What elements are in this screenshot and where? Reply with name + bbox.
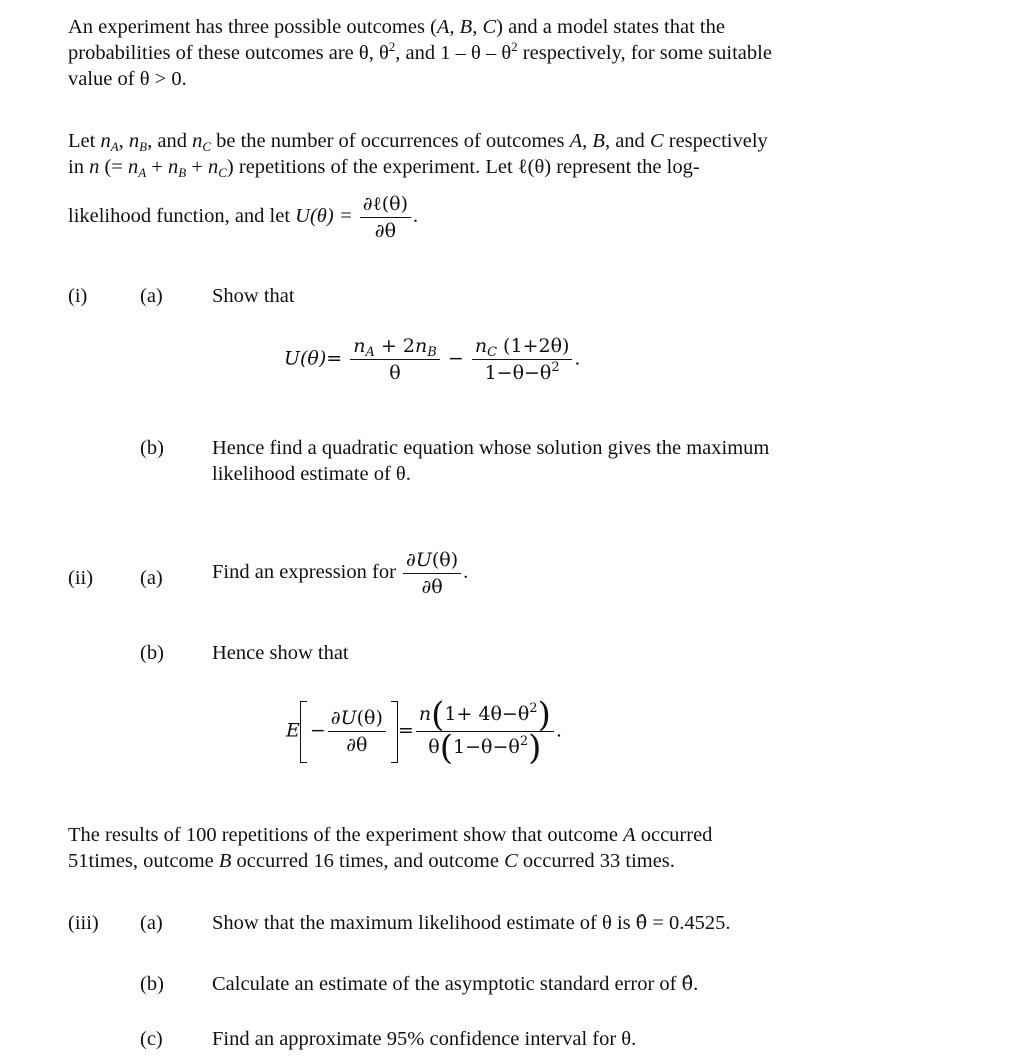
intro-paragraph	[68, 14, 968, 92]
part-ii-b-text: Hence show that	[212, 642, 349, 664]
score-function-equation: U(θ)= $\frac{n_A + 2n_B}{\theta}$ − $\frac{n_C (1+2\theta)}{1-\theta-\theta^2}$ .	[284, 335, 581, 384]
intro-line-3: value of θ > 0.	[68, 68, 187, 90]
definition-line-3: likelihood function, and let U(θ) = $\frac{\text{∂ℓ(θ)}}{\partial\theta}$ .	[68, 193, 419, 242]
results-paragraph	[68, 822, 968, 874]
part-iii-c-label: (c)	[140, 1028, 163, 1050]
definition-line-1: Let $n_A$, $n_B$, and $n_C$ be the number of occurrences of outcomes A, B, and C respectively	[68, 130, 768, 154]
part-i-a-label: (a)	[140, 285, 163, 307]
part-i-label: (i)	[68, 285, 88, 307]
definition-paragraph	[68, 128, 968, 180]
part-i-a-text: Show that	[212, 285, 295, 307]
definition-line-2: in n (= $n_A + n_B + n_C$) repetitions of the experiment. Let ℓ(θ) represent the log-	[68, 156, 700, 180]
part-i-b-label: (b)	[140, 437, 164, 459]
results-line-1: The results of 100 repetitions of the experiment show that outcome A occurred	[68, 824, 713, 846]
part-iii-b-label: (b)	[140, 973, 164, 995]
part-i-b-text: Hence find a quadratic equation whose solution gives the maximum likelihood estimate of θ.	[212, 437, 770, 485]
part-iii-a-text: Show that the maximum likelihood estimate of θ is θ̂ = 0.4525.	[212, 912, 731, 934]
part-iii-label: (iii)	[68, 912, 99, 934]
dl-dtheta-fraction: $\frac{\text{∂ℓ(θ)}}{\partial\theta}$	[360, 192, 411, 243]
part-iii-a-label: (a)	[140, 912, 163, 934]
results-line-2: 51times, outcome B occurred 16 times, and outcome C occurred 33 times.	[68, 850, 675, 872]
part-ii-a-label: (a)	[140, 567, 163, 589]
part-iii-c-text: Find an approximate 95% confidence interval for θ.	[212, 1028, 637, 1050]
intro-line-1: An experiment has three possible outcomes (A, B, C) and a model states that the	[68, 16, 725, 38]
part-ii-b-label: (b)	[140, 642, 164, 664]
part-ii-label: (ii)	[68, 567, 94, 589]
expected-information-equation: E − $\frac{\partial U(\theta)}{\partial\theta}$ = $\frac{n(1+ 4\theta-\theta^2)}{\theta(1-\theta-\theta^2)}$ .	[286, 695, 562, 768]
intro-line-2: probabilities of these outcomes are θ, $\theta^2$, and 1 – θ – $\theta^2$ respectively, for some suitable	[68, 39, 772, 64]
part-iii-b-text: Calculate an estimate of the asymptotic standard error of θ̂.	[212, 973, 699, 995]
dU-dtheta-fraction: $\frac{\partial U(\theta)}{\partial\theta}$	[403, 548, 461, 599]
part-ii-a-text: Find an expression for $\frac{\partial U(\theta)}{\partial\theta}$ .	[212, 549, 469, 598]
